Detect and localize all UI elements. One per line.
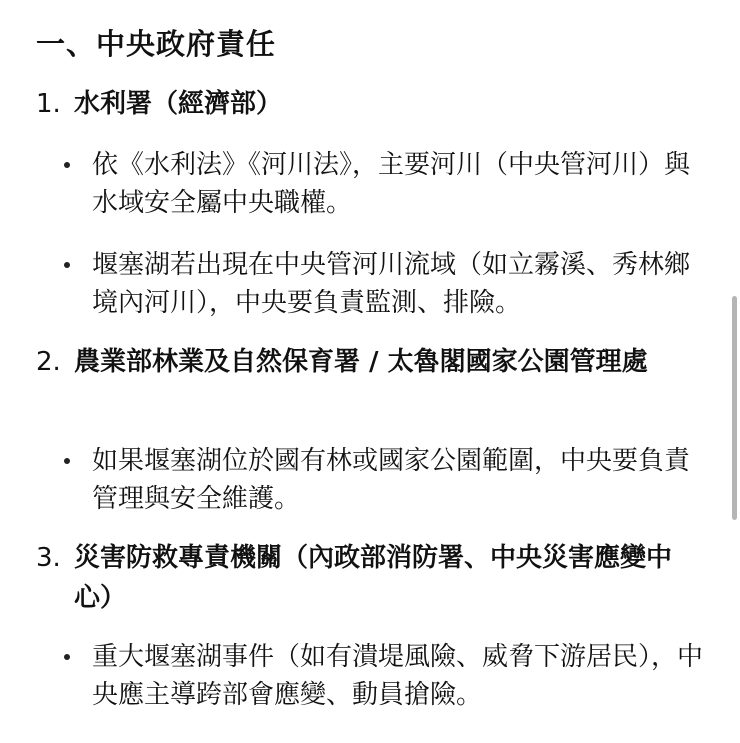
bullet-dot bbox=[64, 162, 70, 168]
item-number: 1. bbox=[36, 89, 61, 119]
item-number: 3. bbox=[36, 543, 61, 573]
item-title: 水利署（經濟部） bbox=[74, 89, 283, 119]
bullet-text: 依《水利法》《河川法》，主要河川（中央管河川）與水域安全屬中央職權。 bbox=[92, 150, 691, 218]
item-title: 災害防救專責機關（內政部消防署、中央災害應變中心） bbox=[74, 543, 673, 613]
bullet-dot bbox=[64, 654, 70, 660]
bullet-text: 如果堰塞湖位於國有林或國家公園範圍，中央要負責管理與安全維護。 bbox=[92, 446, 691, 514]
item-number: 2. bbox=[36, 347, 61, 377]
vertical-scrollbar[interactable] bbox=[732, 296, 737, 520]
bullet-text: 堰塞湖若出現在中央管河川流域（如立霧溪、秀林鄉境內河川），中央要負責監測、排險。 bbox=[92, 250, 691, 318]
section-heading: 一、中央政府責任 bbox=[36, 27, 277, 61]
bullet-dot bbox=[64, 458, 70, 464]
bullet-dot bbox=[64, 262, 70, 268]
item-title: 農業部林業及自然保育署 / 太魯閣國家公園管理處 bbox=[74, 347, 648, 377]
bullet-text: 重大堰塞湖事件（如有潰堤風險、威脅下游居民），中央應主導跨部會應變、動員搶險。 bbox=[92, 642, 704, 710]
